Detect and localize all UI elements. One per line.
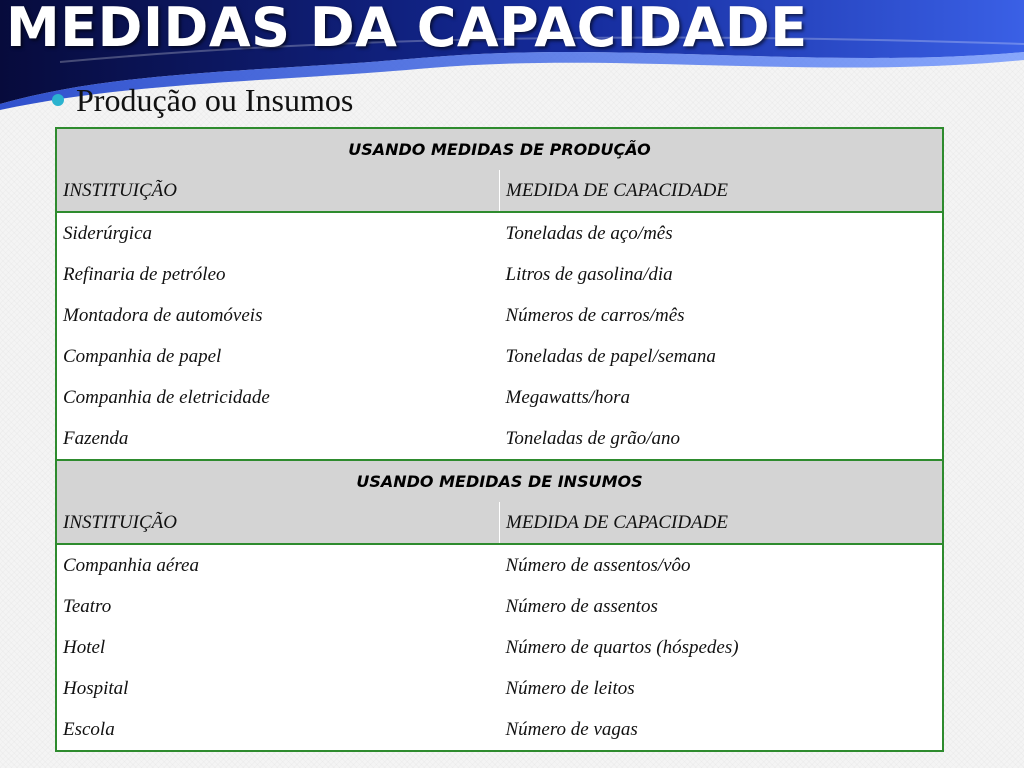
institution-cell: Fazenda (63, 427, 129, 449)
capacity-cell: Toneladas de grão/ano (505, 427, 681, 449)
institution-cell: Hospital (63, 677, 129, 699)
table-row (57, 418, 942, 460)
capacity-cell: Número de assentos/vôo (505, 554, 691, 576)
institution-cell: Siderúrgica (63, 222, 153, 244)
bullet-text: Produção ou Insumos (76, 81, 354, 118)
institution-cell: Escola (63, 718, 115, 740)
table-row (57, 668, 942, 709)
institution-cell: Companhia de papel (63, 345, 222, 367)
capacity-cell: Número de leitos (505, 677, 635, 699)
section-header-row (57, 129, 942, 170)
capacity-cell: Litros de gasolina/dia (505, 263, 673, 285)
table-row (57, 709, 942, 750)
table-row (57, 544, 942, 586)
table-row (57, 627, 942, 668)
capacity-cell: Número de assentos (505, 595, 658, 617)
section-title: USANDO MEDIDAS DE PRODUÇÃO (57, 129, 942, 170)
capacity-cell: Megawatts/hora (505, 386, 631, 408)
capacity-cell: Números de carros/mês (505, 304, 685, 326)
institution-cell: Companhia de eletricidade (63, 386, 270, 408)
capacity-cell: Número de quartos (hóspedes) (505, 636, 739, 658)
table-row (57, 377, 942, 418)
table-row (57, 295, 942, 336)
table-row (57, 336, 942, 377)
table-row (57, 212, 942, 254)
table-row (57, 586, 942, 627)
institution-cell: Refinaria de petróleo (63, 263, 226, 285)
institution-cell: Hotel (63, 636, 106, 658)
column-header-institution: INSTITUIÇÃO (57, 502, 500, 544)
capacity-table (55, 127, 944, 752)
bullet-item (52, 80, 353, 120)
page-title: MEDIDAS DA CAPACIDADE (6, 0, 808, 59)
institution-cell: Companhia aérea (63, 554, 199, 576)
column-header-capacity: MEDIDA DE CAPACIDADE (500, 170, 943, 212)
bullet-dot-icon (52, 94, 64, 106)
column-header-row (57, 170, 942, 212)
institution-cell: Teatro (63, 595, 112, 617)
capacity-cell: Toneladas de papel/semana (505, 345, 716, 367)
column-header-institution: INSTITUIÇÃO (57, 170, 500, 212)
column-header-capacity: MEDIDA DE CAPACIDADE (500, 502, 943, 544)
section-title: USANDO MEDIDAS DE INSUMOS (57, 460, 942, 502)
column-header-row (57, 502, 942, 544)
section-header-row (57, 460, 942, 502)
table-row (57, 254, 942, 295)
capacity-cell: Toneladas de aço/mês (505, 222, 673, 244)
institution-cell: Montadora de automóveis (63, 304, 263, 326)
capacity-cell: Número de vagas (505, 718, 638, 740)
